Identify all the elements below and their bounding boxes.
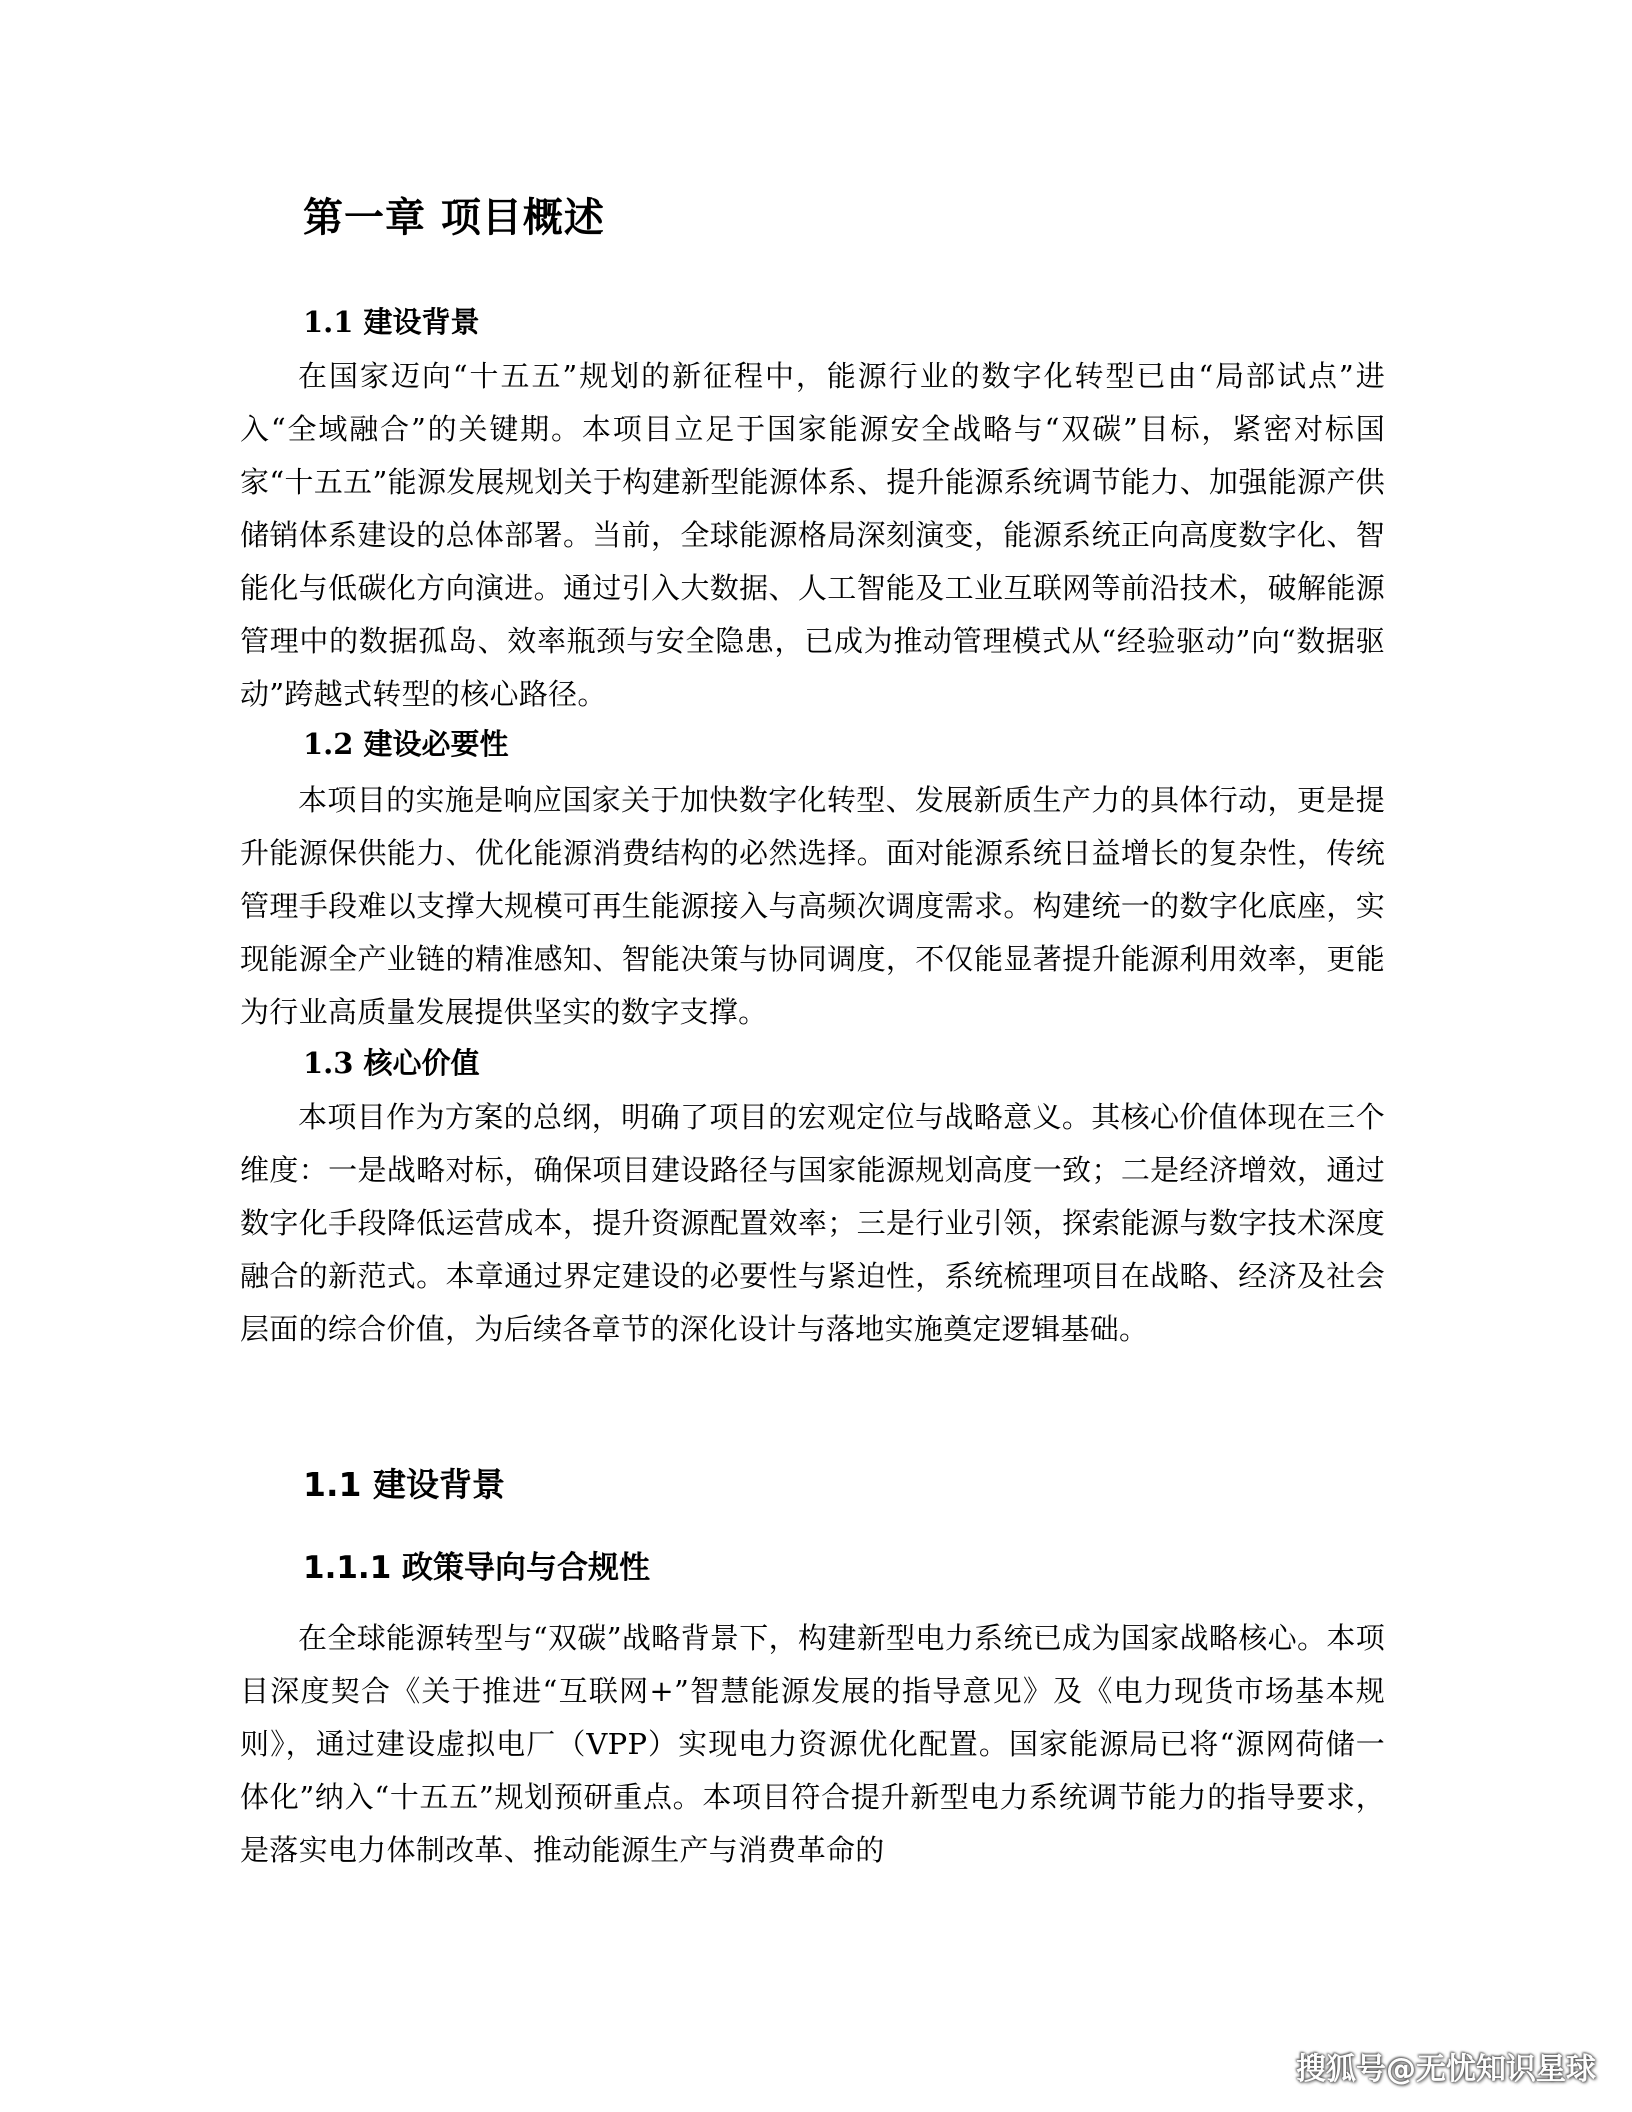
chapter-title: 第一章 项目概述 (303, 195, 605, 241)
overview-paragraph-background: 在国家迈向“十五五”规划的新征程中，能源行业的数字化转型已由“局部试点”进入“全域融合”的关键期。本项目立足于国家能源安全战略与“双碳”目标，紧密对标国家“十五五”能源发展规划关于构建新型能源体系、提升能源系统调节能力、加强能源产供储销体系建设的总体部署。当前，全球能源格局深刻演变，能源系统正向高度数字化、智能化与低碳化方向演进。通过引入大数据、人工智能及工业互联网等前沿技术，破解能源管理中的数据孤岛、效率瓶颈与安全隐患，已成为推动管理模式从“经验驱动”向“数据驱动”跨越式转型的核心路径。 (240, 359, 1385, 711)
overview-paragraph-core-value: 本项目作为方案的总纲，明确了项目的宏观定位与战略意义。其核心价值体现在三个维度：一是战略对标，确保项目建设路径与国家能源规划高度一致；二是经济增效，通过数字化手段降低运营成本，提升资源配置效率；三是行业引领，探索能源与数字技术深度融合的新范式。本章通过界定建设的必要性与紧迫性，系统梳理项目在战略、经济及社会层面的综合价值，为后续各章节的深化设计与落地实施奠定逻辑基础。 (240, 1100, 1385, 1346)
overview-heading-core-value: 1.3 核心价值 (303, 1046, 480, 1080)
overview-paragraph-necessity: 本项目的实施是响应国家关于加快数字化转型、发展新质生产力的具体行动，更是提升能源保供能力、优化能源消费结构的必然选择。面对能源系统日益增长的复杂性，传统管理手段难以支撑大规模可再生能源接入与高频次调度需求。构建统一的数字化底座，实现能源全产业链的精准感知、智能决策与协同调度，不仅能显著提升能源利用效率，更能为行业高质量发展提供坚实的数字支撑。 (240, 783, 1385, 1029)
overview-heading-background: 1.1 建设背景 (303, 305, 480, 339)
section-heading: 1.1 建设背景 (303, 1465, 505, 1504)
subsection-heading: 1.1.1 政策导向与合规性 (303, 1550, 651, 1586)
overview-heading-necessity: 1.2 建设必要性 (303, 727, 509, 761)
subsection-paragraph: 在全球能源转型与“双碳”战略背景下，构建新型电力系统已成为国家战略核心。本项目深度契合《关于推进“互联网+”智慧能源发展的指导意见》及《电力现货市场基本规则》，通过建设虚拟电厂（VPP）实现电力资源优化配置。国家能源局已将“源网荷储一体化”纳入“十五五”规划预研重点。本项目符合提升新型电力系统调节能力的指导要求，是落实电力体制改革、推动能源生产与消费革命的 (240, 1621, 1385, 1867)
watermark: 搜狐号@无忧知识星球 (1296, 2052, 1596, 2087)
